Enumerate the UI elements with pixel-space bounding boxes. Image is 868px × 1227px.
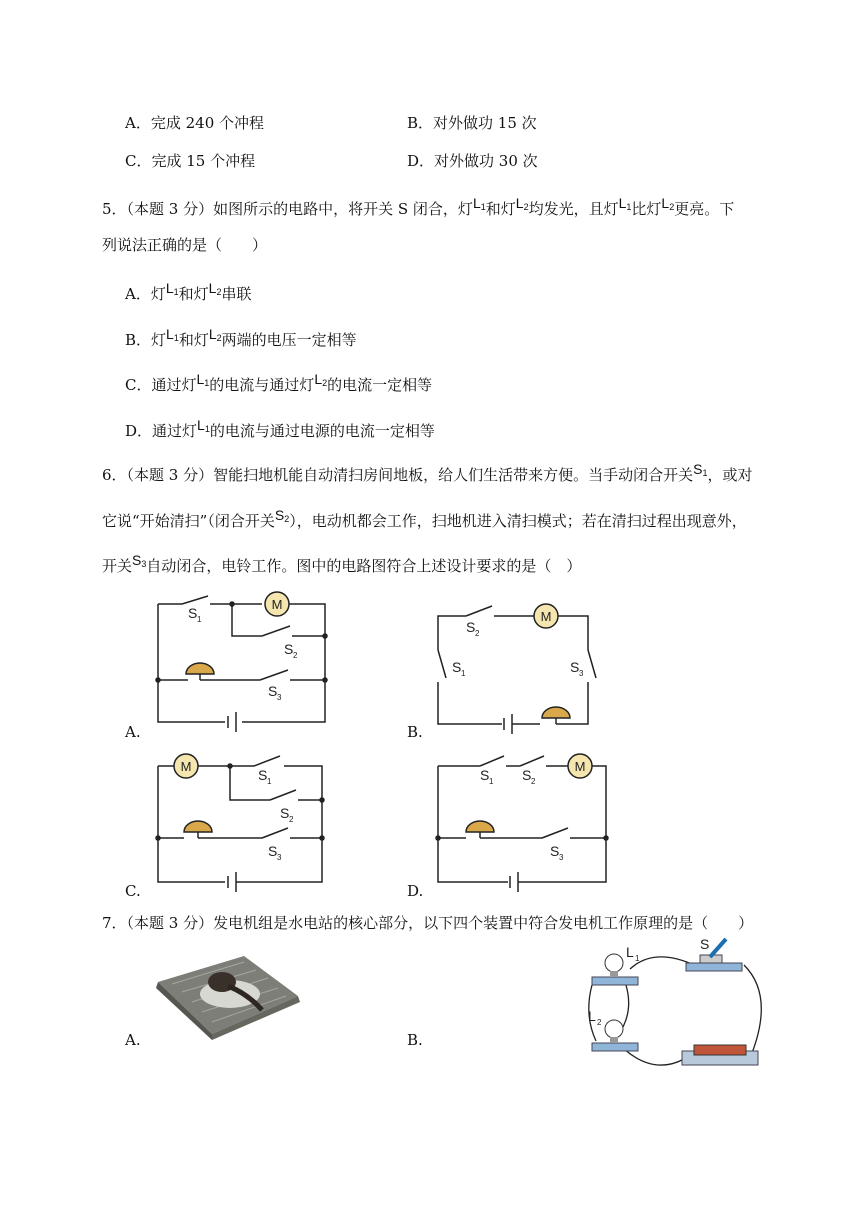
svg-text:3: 3 [277,693,282,702]
q7-stem: 7．（本题 3 分）发电机组是水电站的核心部分，以下四个装置中符合发电机工作原理的是（ ） [102,914,754,932]
q7-option-a-label: A. [125,1031,141,1049]
svg-text:S: S [452,659,462,675]
q6-stem-line3: 开关$S_3$自动闭合，电铃工作。图中的电路图符合上述设计要求的是（ ） [102,552,582,575]
circuit-a-label: A. [125,723,141,741]
svg-text:S: S [480,767,490,783]
svg-text:S: S [466,619,476,635]
svg-text:1: 1 [489,777,494,786]
q5-option-a: A．灯$L_1$和灯$L_2$串联 [125,280,252,303]
svg-text:S: S [522,767,532,783]
svg-text:2: 2 [475,629,480,638]
sinan-compass-image [152,950,302,1040]
svg-text:M: M [574,759,586,774]
svg-text:S: S [700,936,710,952]
q4-option-b: B．对外做功 15 次 [407,114,537,132]
q4-option-a: A．完成 240 个冲程 [125,114,264,132]
svg-text:3: 3 [579,669,584,678]
circuit-diagram-d [430,750,620,890]
svg-text:S: S [188,605,198,621]
svg-text:M: M [180,759,192,774]
q7-option-b-label: B. [407,1031,423,1049]
svg-text:3: 3 [277,853,282,862]
svg-text:S: S [280,805,290,821]
svg-text:S: S [550,843,560,859]
svg-text:1: 1 [267,777,272,786]
svg-text:2: 2 [289,815,294,824]
svg-text:2: 2 [597,1018,602,1027]
q6-stem-line1: 6．（本题 3 分）智能扫地机能自动清扫房间地板，给人们生活带来方便。当手动闭合开关$S_1$，或对 [102,461,753,484]
q5-option-b: B．灯$L_1$和灯$L_2$两端的电压一定相等 [125,326,357,349]
circuit-diagram-c [150,752,350,892]
q4-option-c: C．完成 15 个冲程 [125,152,256,170]
svg-text:M: M [540,609,552,624]
q5-option-d: D．通过灯$L_1$的电流与通过电源的电流一定相等 [125,417,435,440]
q5-option-c: C．通过灯$L_1$的电流与通过灯$L_2$的电流一定相等 [125,371,433,394]
circuit-diagram-b [430,600,610,740]
svg-text:S: S [258,767,268,783]
svg-text:2: 2 [293,651,298,660]
svg-text:S: S [284,641,294,657]
svg-text:S: S [268,843,278,859]
circuit-c-label: C. [125,882,141,900]
q5-stem-line1: 5．（本题 3 分）如图所示的电路中，将开关 S 闭合，灯$L_1$和灯$L_2$均发光，且灯$L_1$比灯$L_2$更亮。下 [102,195,735,218]
q4-option-d: D．对外做功 30 次 [407,152,538,170]
q5-stem-line2: 列说法正确的是（ ） [102,236,268,254]
circuit-b-label: B. [407,723,423,741]
svg-text:S: S [570,659,580,675]
circuit-d-label: D. [407,882,424,900]
svg-text:L: L [588,1008,596,1024]
svg-text:2: 2 [531,777,536,786]
circuit-diagram-a [150,592,350,732]
bulb-circuit-image [574,935,774,1075]
svg-text:1: 1 [197,615,202,624]
svg-text:1: 1 [635,954,640,963]
svg-text:S: S [268,683,278,699]
svg-text:M: M [271,597,283,612]
svg-text:3: 3 [559,853,564,862]
svg-text:L: L [626,944,634,960]
q6-stem-line2: 它说“开始清扫”（闭合开关$S_2$），电动机都会工作，扫地机进入清扫模式；若在清扫过程出现意外， [102,507,747,530]
svg-text:1: 1 [461,669,466,678]
